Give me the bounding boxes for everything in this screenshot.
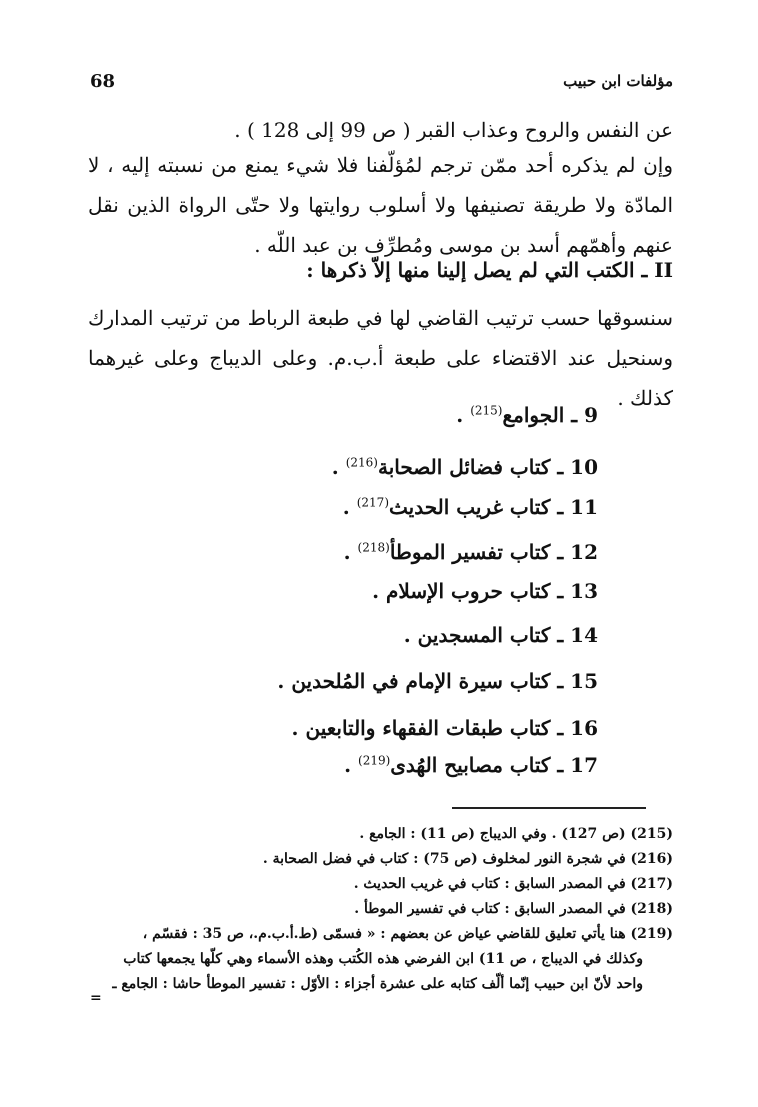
list-item: 9 ـ الجوامع$^{(215)}$ . [456, 403, 598, 427]
footnote-216: (216) في شجرة النور لمخلوف (ص 75) : كتاب في فضل الصحابة . [262, 851, 673, 867]
footnote-215: (215) (ص 127) . وفي الديباج (ص 11) : الجامع . [359, 826, 673, 842]
footnote-218: (218) في المصدر السابق : كتاب في تفسير الموطأ . [354, 901, 673, 917]
footnotes [88, 822, 673, 997]
paragraph-ordering: سنسوقها حسب ترتيب القاضي لها في طبعة الرباط من ترتيب المدارك وسنحيل عند الاقتضاء على طبعة أ.ب.م. وعلى الديباج وعلى غيرهما كذلك . [88, 306, 673, 410]
paragraph-intro: عن النفس والروح وعذاب القبر ( ص 99 إلى 128 ) . [234, 118, 673, 142]
section-heading: II ـ الكتب التي لم يصل إلينا منها إلاّ ذكرها : [306, 258, 673, 282]
paragraph-attribution: وإن لم يذكره أحد ممّن ترجم لمُؤلّفنا فلا شيء يمنع من نسبته إليه ، لا المادّة ولا طريقة تصنيفها ولا أسلوب روايتها ولا حتّى الرواة الذين نقل عنهم وأهمّهم أسد بن موسى ومُطرِّف بن عبد اللّه . [88, 153, 673, 257]
footnote-ref[interactable]: (218) [357, 540, 390, 555]
list-item: 10 ـ كتاب فضائل الصحابة$^{(216)}$ . [331, 455, 598, 479]
footnote-ref[interactable]: (215) [470, 403, 503, 418]
footnote-217: (217) في المصدر السابق : كتاب في غريب الحديث . [353, 876, 673, 892]
list-item: 16 ـ كتاب طبقات الفقهاء والتابعين . [291, 716, 598, 740]
footnote-ref[interactable]: (217) [356, 495, 389, 510]
list-item: 14 ـ كتاب المسجدين . [403, 623, 598, 647]
list-item: 13 ـ كتاب حروب الإسلام . [372, 579, 598, 603]
page-header [90, 72, 673, 98]
running-title: مؤلفات ابن حبيب [563, 72, 673, 90]
list-item: 11 ـ كتاب غريب الحديث$^{(217)}$ . [342, 495, 598, 519]
footnote-219-continued: وكذلك في الديباج ، ص 11) ابن الفرضي هذه الكُتب وهذه الأسماء وهي كلّها يجمعها كتاب [123, 951, 643, 967]
footnote-ref[interactable]: (219) [358, 753, 391, 768]
footnote-ref[interactable]: (216) [345, 455, 378, 470]
list-item: 12 ـ كتاب تفسير الموطأ$^{(218)}$ . [343, 540, 598, 564]
continuation-mark: = [90, 990, 102, 1006]
page-number: 68 [90, 71, 116, 92]
footnote-219-continued: واحد لأنّ ابن حبيب إنّما ألّف كتابه على عشرة أجزاء : الأوّل : تفسير الموطأ حاشا : الجامع ـ [112, 976, 643, 992]
footnote-219: (219) هنا يأتي تعليق للقاضي عياض عن بعضهم : « فسمّى (ط.أ.ب.م.، ص 35 : فقسّم ، [142, 926, 673, 942]
footnote-divider [452, 807, 646, 809]
list-item: 17 ـ كتاب مصابيح الهُدى$^{(219)}$ . [344, 753, 598, 777]
list-item: 15 ـ كتاب سيرة الإمام في المُلحدين . [277, 669, 598, 693]
